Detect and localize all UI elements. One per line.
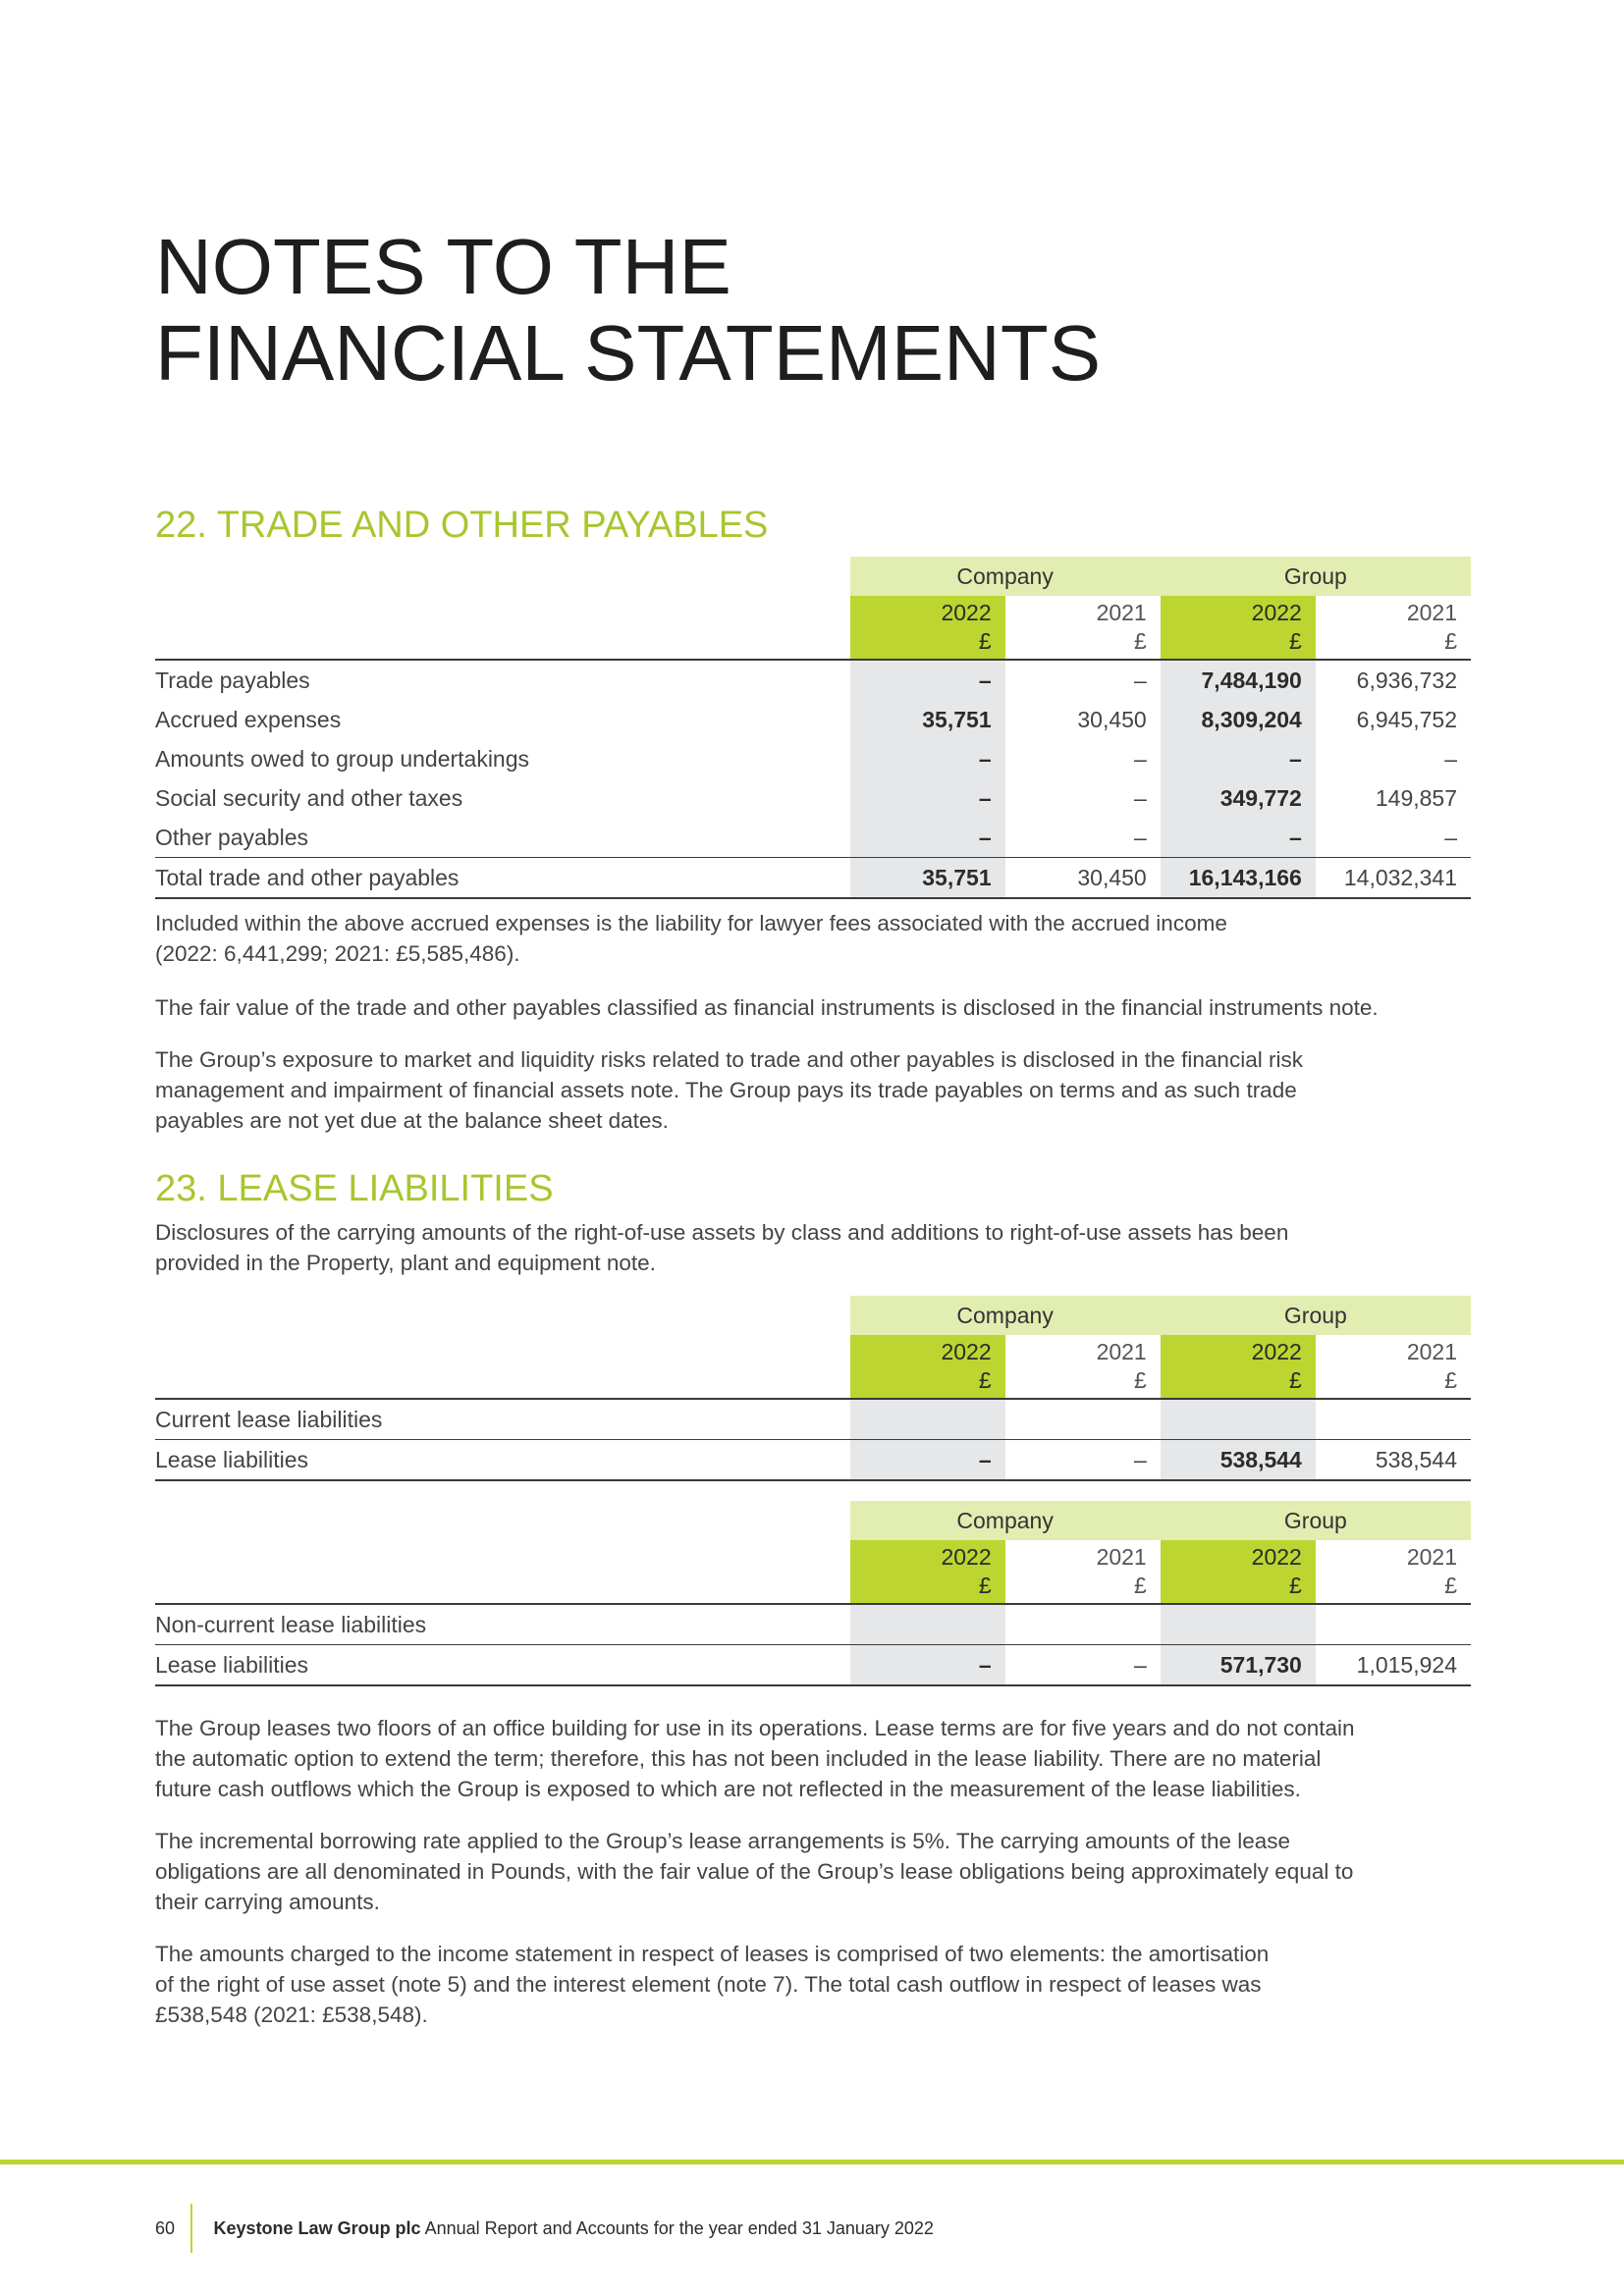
group-header: Group bbox=[1161, 1501, 1471, 1540]
page-title bbox=[155, 224, 1101, 397]
s23-paragraph-3: The amounts charged to the income statement in respect of leases is comprised of two elements: the amortisation of the right of use asset (note 5) and the interest element (note 7). The total cash outflow in respect of leases was £538,548 (2021: £538,548). bbox=[155, 1942, 1270, 2027]
current-lease-table: Company Group 2022 £ 2021 £ 2022 £ 2021 £ Current lease liabilities Lease liabilities – – 538,544 538,544 bbox=[155, 1296, 1471, 1481]
section-23-heading: 23. LEASE LIABILITIES bbox=[155, 1168, 554, 1209]
s22-paragraph-1: Included within the above accrued expenses is the liability for lawyer fees associated with the accrued income (2022: 6,441,299; 2021: £5,585,486). bbox=[155, 911, 1227, 966]
table-group-header bbox=[155, 557, 1471, 596]
group-header: Group bbox=[1161, 557, 1471, 596]
table-row: Trade payables – – 7,484,190 6,936,732 bbox=[155, 660, 1471, 700]
s22-paragraph-3: The Group’s exposure to market and liquidity risks related to trade and other payables is disclosed in the financial risk management and impairment of financial assets note. The Group pays its trade payables on terms and as such trade payables are not yet due at the balance sheet dates. bbox=[155, 1047, 1303, 1133]
s23-paragraph-2: The incremental borrowing rate applied to the Group’s lease arrangements is 5%. The carrying amounts of the lease obligations are all denominated in Pounds, with the fair value of the Group’s lease obligations being approximately equal to their carrying amounts. bbox=[155, 1829, 1354, 1914]
company-2021-header: 2021 £ bbox=[1005, 596, 1161, 660]
footer-divider bbox=[190, 2204, 192, 2253]
noncurrent-lease-table: Company Group 2022 £ 2021 £ 2022 £ 2021 £ Non-current lease liabilities Lease liabilities – – 571,730 1,015,924 bbox=[155, 1501, 1471, 1686]
footer-rule bbox=[0, 2160, 1624, 2164]
group-2022-header: 2022 £ bbox=[1161, 596, 1316, 660]
table-row: Non-current lease liabilities bbox=[155, 1604, 1471, 1645]
footer bbox=[155, 2204, 934, 2253]
table-row: Lease liabilities – – 538,544 538,544 bbox=[155, 1440, 1471, 1481]
table-year-header bbox=[155, 596, 1471, 660]
trade-payables-table bbox=[155, 557, 1471, 899]
table-row: Current lease liabilities bbox=[155, 1399, 1471, 1440]
page-title-line2: FINANCIAL STATEMENTS bbox=[155, 309, 1102, 397]
table-total-row: Total trade and other payables 35,751 30,450 16,143,166 14,032,341 bbox=[155, 858, 1471, 899]
s22-paragraph-2: The fair value of the trade and other payables classified as financial instruments is disclosed in the financial instruments note. bbox=[155, 995, 1379, 1020]
footer-text: Keystone Law Group plc Annual Report and Accounts for the year ended 31 January 2022 bbox=[213, 2217, 934, 2238]
company-header: Company bbox=[850, 557, 1161, 596]
table-row: Social security and other taxes – – 349,772 149,857 bbox=[155, 778, 1471, 818]
page-number: 60 bbox=[155, 2217, 176, 2238]
group-header: Group bbox=[1161, 1296, 1471, 1335]
table-row: Accrued expenses 35,751 30,450 8,309,204 6,945,752 bbox=[155, 700, 1471, 739]
group-2021-header: 2021 £ bbox=[1316, 596, 1471, 660]
company-2022-header: 2022 £ bbox=[850, 596, 1005, 660]
table-row: Amounts owed to group undertakings – – – – bbox=[155, 739, 1471, 778]
table-row: Lease liabilities – – 571,730 1,015,924 bbox=[155, 1645, 1471, 1686]
s23-paragraph-1: The Group leases two floors of an office building for use in its operations. Lease terms are for five years and do not contain the automatic option to extend the term; therefore, this has not been included in the lease liability. There are no material future cash outflows which the Group is exposed to which are not reflected in the measurement of the lease liabilities. bbox=[155, 1716, 1355, 1801]
s23-intro: Disclosures of the carrying amounts of the right-of-use assets by class and additions to right-of-use assets has been provided in the Property, plant and equipment note. bbox=[155, 1220, 1289, 1275]
company-header: Company bbox=[850, 1501, 1161, 1540]
company-header: Company bbox=[850, 1296, 1161, 1335]
table-row: Other payables – – – – bbox=[155, 818, 1471, 858]
section-22-heading: 22. TRADE AND OTHER PAYABLES bbox=[155, 505, 769, 546]
page-title-line1: NOTES TO THE bbox=[155, 223, 731, 310]
